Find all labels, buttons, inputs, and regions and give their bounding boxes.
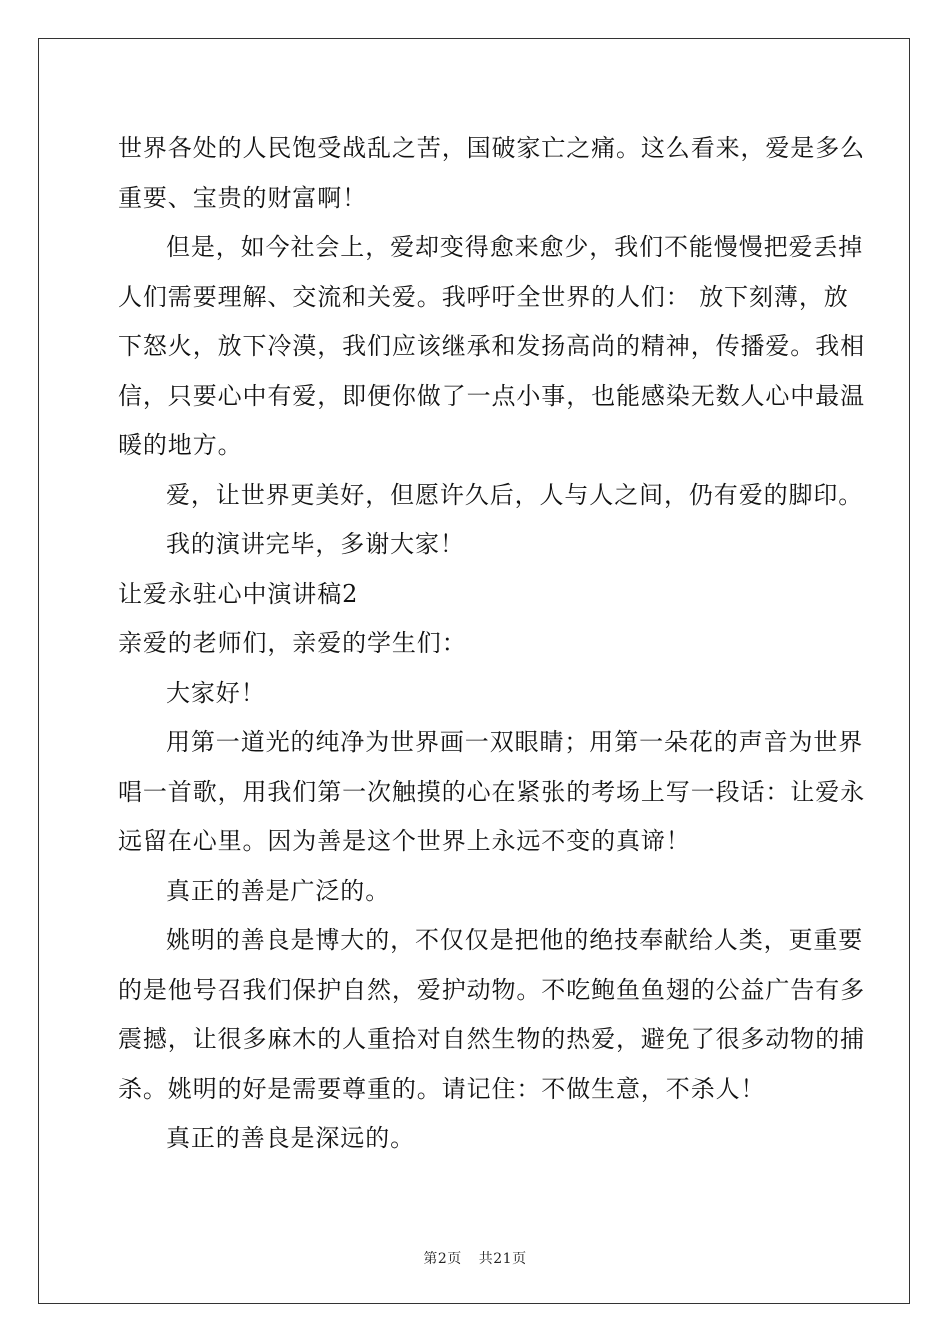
text-line: 人们需要理解、交流和关爱。我呼吁全世界的人们： 放下刻薄，放 (118, 282, 849, 311)
text-line: 但是，如今社会上，爱却变得愈来愈少，我们不能慢慢把爱丢掉 (166, 233, 864, 261)
section-title: 让爱永驻心中演讲稿2 (118, 579, 359, 608)
text-line: 重要、宝贵的财富啊！ (118, 183, 367, 212)
text-line: 的是他号召我们保护自然，爱护动物。不吃鲍鱼鱼翅的公益广告有多 (118, 975, 865, 1004)
text-line: 下怒火，放下冷漠，我们应该继承和发扬高尚的精神，传播爱。我相 (118, 332, 865, 360)
text-line: 信，只要心中有爱，即便你做了一点小事，也能感染无数人心中最温 (118, 381, 865, 410)
salutation: 亲爱的老师们，亲爱的学生们： (118, 629, 467, 657)
text-line: 震撼，让很多麻木的人重拾对自然生物的热爱，避免了很多动物的捕 (118, 1025, 865, 1053)
text-line: 杀。姚明的好是需要尊重的。请记住：不做生意，不杀人！ (118, 1074, 766, 1103)
text-line: 大家好！ (166, 678, 266, 707)
page-total: 共21页 (478, 1251, 527, 1267)
text-line: 远留在心里。因为善是这个世界上永远不变的真谛！ (118, 827, 691, 855)
text-line: 用第一道光的纯净为世界画一双眼睛；用第一朵花的声音为世界 (166, 728, 864, 756)
document-body (118, 124, 865, 1164)
page-number: 第2页 (423, 1251, 462, 1267)
text-line: 爱，让世界更美好，但愿许久后，人与人之间，仍有爱的脚印。 (166, 480, 864, 509)
text-line: 真正的善良是深远的。 (166, 1124, 415, 1152)
text-line: 姚明的善良是博大的，不仅仅是把他的绝技奉献给人类，更重要 (166, 926, 864, 954)
text-line: 世界各处的人民饱受战乱之苦，国破家亡之痛。这么看来，爱是多么 (118, 134, 865, 162)
text-line: 暖的地方。 (118, 431, 243, 459)
text-line: 真正的善是广泛的。 (166, 876, 391, 905)
text-line: 我的演讲完毕，多谢大家！ (166, 530, 465, 558)
text-line: 唱一首歌，用我们第一次触摸的心在紧张的考场上写一段话：让爱永 (118, 777, 865, 806)
page-footer (0, 1248, 950, 1268)
